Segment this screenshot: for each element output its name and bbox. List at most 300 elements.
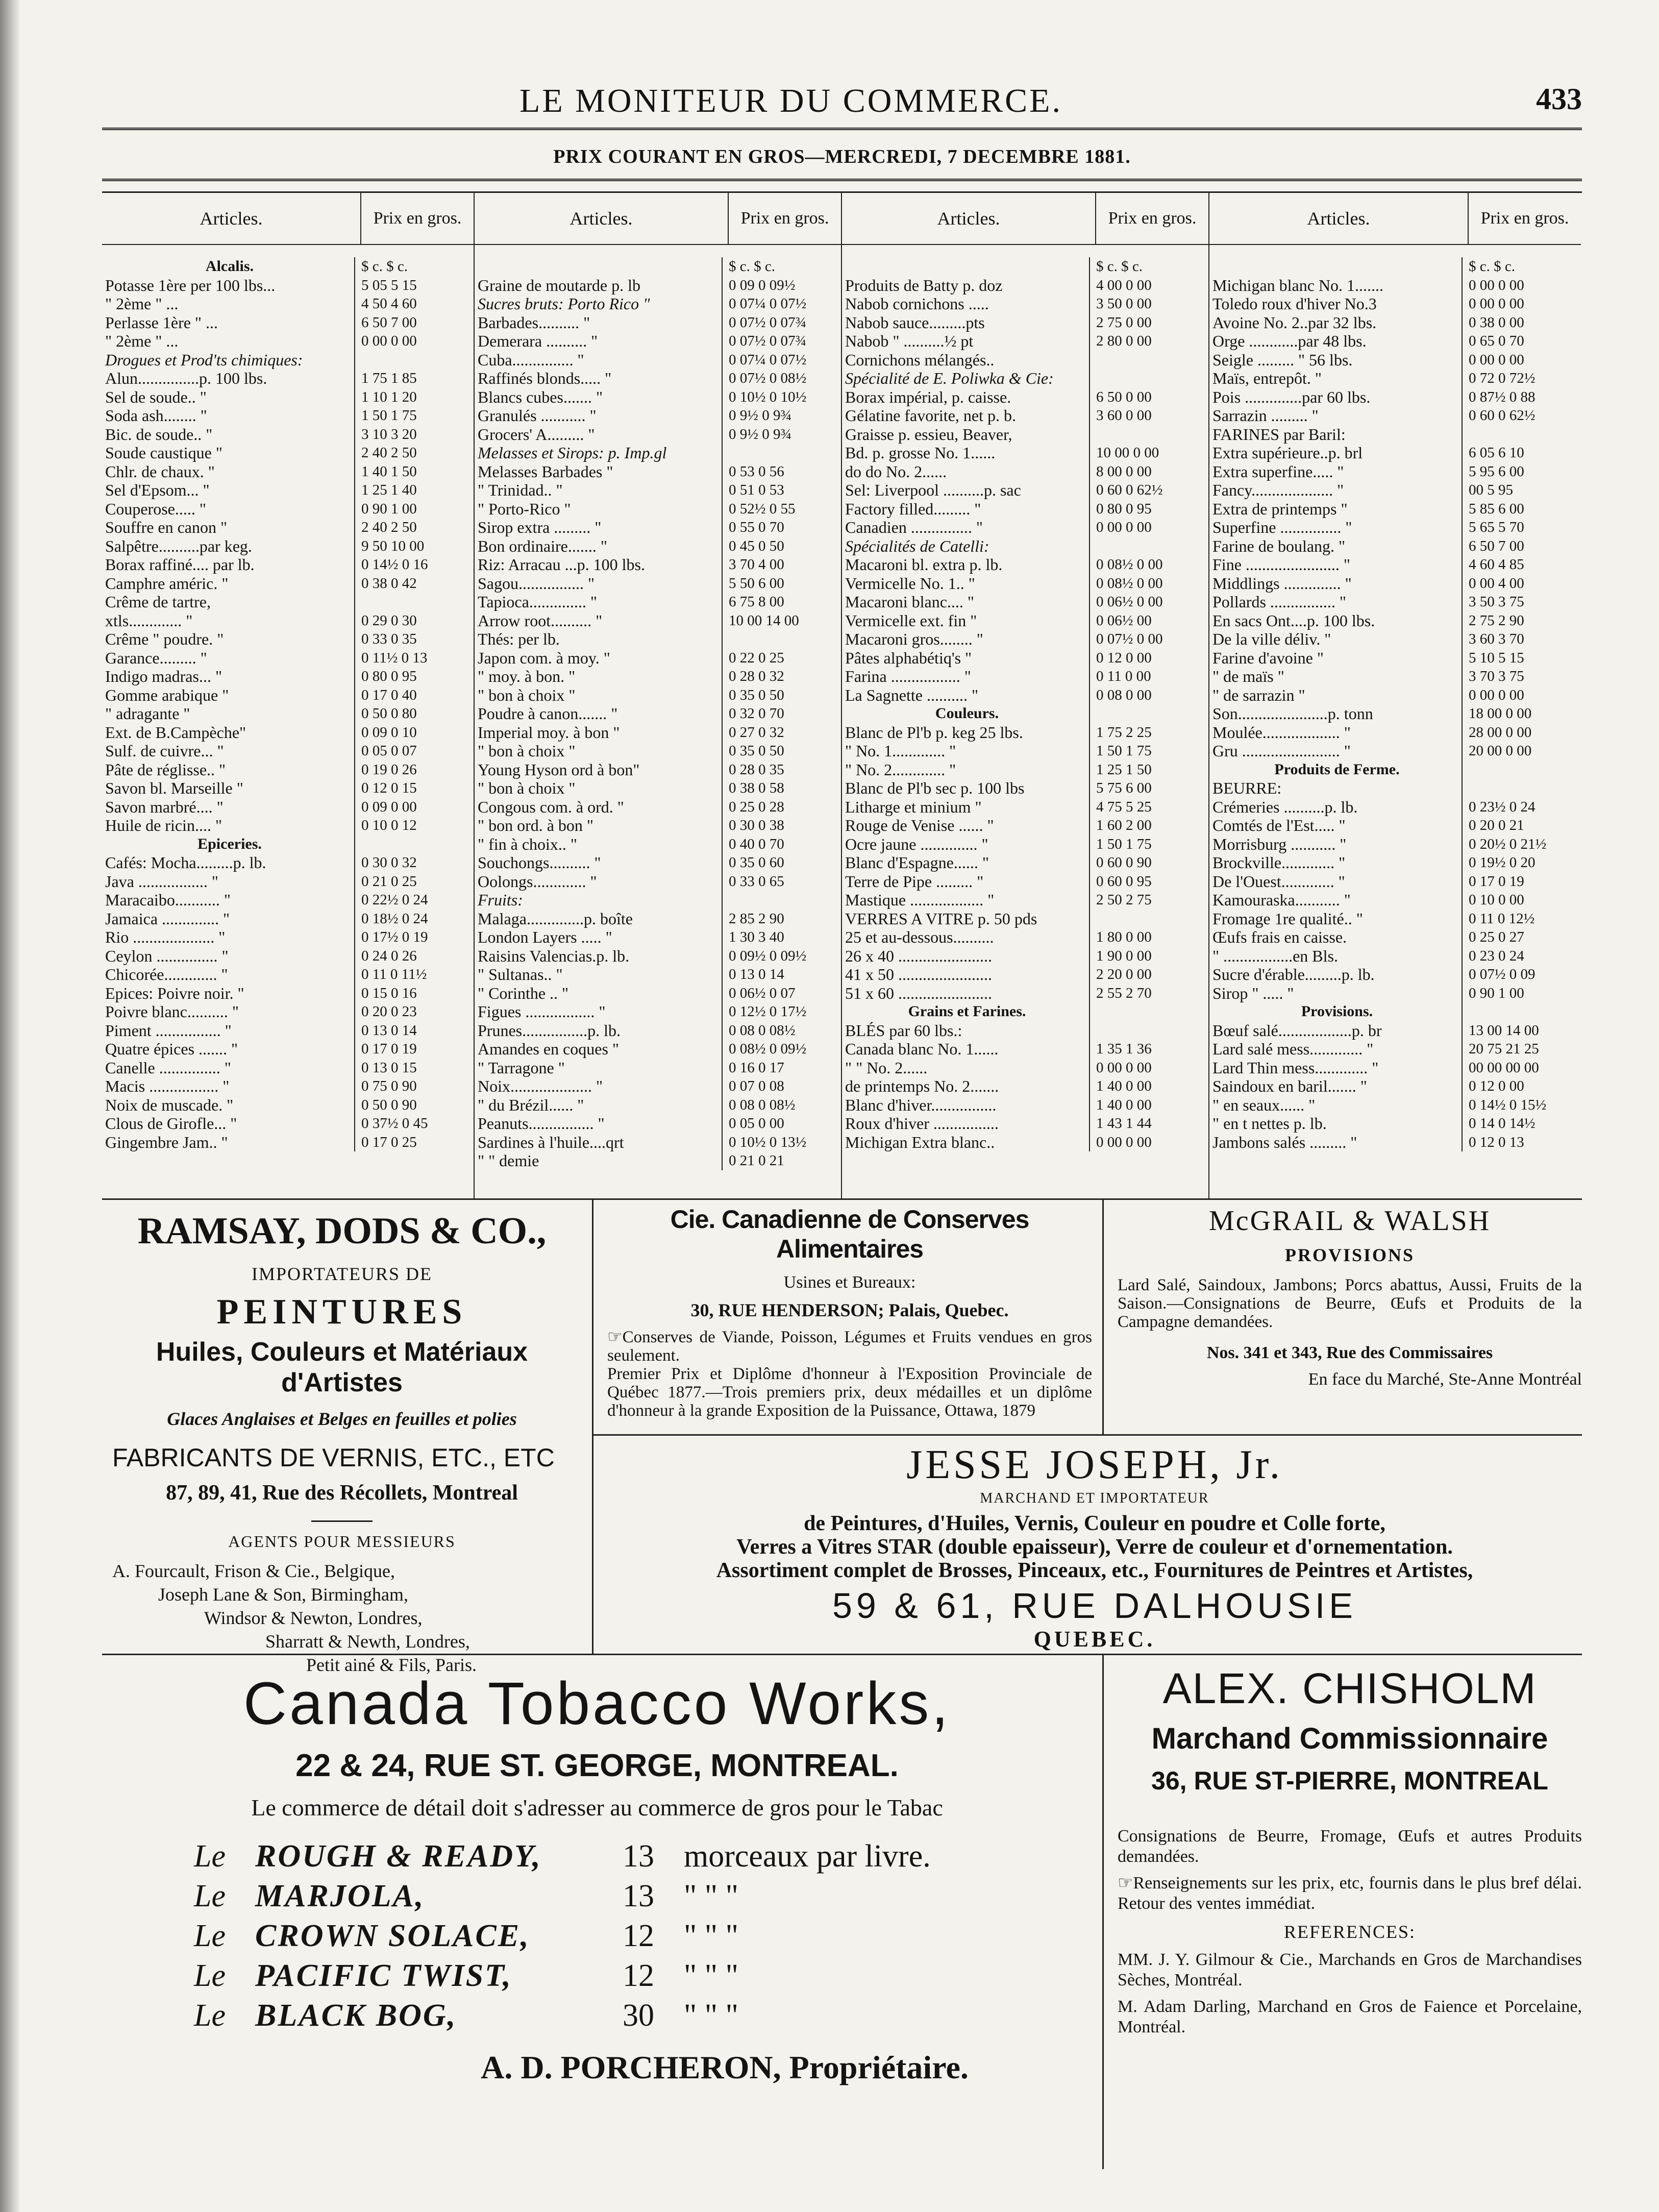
ramsay-rule: [311, 1520, 373, 1522]
price-row: [842, 574, 1208, 593]
article-name: 25 et au-dessous..........: [845, 928, 994, 946]
article-name: Chicorée............. ": [105, 965, 228, 984]
article-name: [1209, 257, 1462, 276]
article-price: 0 07½ 0 08½: [722, 369, 841, 388]
article-name: Seigle ......... " 56 lbs.: [1212, 350, 1353, 369]
price-row: [475, 257, 841, 276]
article-name: Raffinés blonds..... ": [478, 369, 612, 387]
ad-divider: [592, 1199, 593, 1654]
article-name: Extra de printemps ": [1212, 499, 1348, 518]
article-name: Ceylon ............... ": [105, 946, 229, 965]
article-name: Jamaica .............. ": [105, 909, 230, 928]
article-price: 5 50 6 00: [722, 574, 841, 593]
ad-mcgrail-walsh: [1118, 1205, 1582, 1429]
article-name: Potasse 1ère per 100 lbs...: [105, 276, 276, 294]
article-price: 0 17 0 25: [354, 1133, 474, 1152]
price-row: [1209, 686, 1581, 705]
price-row: [842, 816, 1208, 835]
price-row: [475, 500, 841, 519]
article-price: 9 50 10 00: [354, 537, 474, 556]
price-row: [102, 518, 474, 537]
price-row: [842, 276, 1208, 295]
article-price: 0 60 0 62½: [1089, 481, 1208, 500]
jesse-role: MARCHAND ET IMPORTATEUR: [980, 1490, 1209, 1506]
mcgrail-name: McGRAIL & WALSH: [1208, 1205, 1491, 1237]
article-price: 0 72 0 72½: [1462, 369, 1581, 388]
article-name: Cornichons mélangés..: [845, 350, 995, 369]
article-price: 0 38 0 42: [354, 574, 474, 593]
article-name: Oolongs............. ": [478, 872, 597, 891]
price-row: [102, 686, 474, 705]
price-row: [1209, 965, 1581, 984]
price-column-2: [475, 193, 842, 1198]
price-row: [102, 779, 474, 798]
price-row: [1209, 816, 1581, 835]
article-price: 0 60 0 95: [1089, 872, 1208, 891]
price-row: [475, 1002, 841, 1021]
article-price: 0 06½ 00: [1089, 611, 1208, 630]
article-name: Pâte de réglisse.. ": [105, 760, 226, 779]
section-heading: [842, 704, 1208, 723]
article-price: 0 90 1 00: [354, 500, 474, 519]
ad-alex-chisholm: [1118, 1664, 1582, 2164]
article-name: " de sarrazin ": [1212, 685, 1305, 704]
price-row: [102, 984, 474, 1003]
price-row: [475, 537, 841, 556]
price-row: [842, 1059, 1208, 1077]
article-name: Fromage 1re qualité.. ": [1212, 909, 1363, 928]
article-name: Piment ................ ": [105, 1021, 232, 1040]
article-price: 0 35 0 50: [722, 686, 841, 705]
article-price: 0 14½ 0 15½: [1462, 1096, 1581, 1115]
article-name: Sucre d'érable.........p. lb.: [1212, 965, 1375, 984]
tobacco-address: 22 & 24, RUE ST. GEORGE, MONTREAL.: [295, 1748, 899, 1783]
article-price: 0 23½ 0 24: [1462, 798, 1581, 817]
article-price: 0 22 0 25: [722, 649, 841, 668]
price-row: [1209, 276, 1581, 295]
article-name: Nabob " ..........½ pt: [845, 332, 974, 350]
article-price: 5 75 6 00: [1089, 779, 1208, 798]
article-name: Extra superfine..... ": [1212, 462, 1344, 481]
article-name: " moy. à bon. ": [478, 667, 576, 685]
brand-ct: 30: [623, 1998, 654, 2033]
brand-nm: MARJOLA,: [255, 1879, 425, 1913]
article-price: 0 07½ 0 09: [1462, 965, 1581, 984]
article-price: 13 00 14 00: [1462, 1021, 1581, 1040]
article-price: 0 37½ 0 45: [354, 1114, 474, 1133]
article-name: Alcalis.: [205, 258, 254, 275]
article-price: 6 50 7 00: [354, 313, 474, 332]
price-row: [842, 742, 1208, 760]
article-name: do do No. 2......: [845, 462, 947, 481]
article-name: Produits de Batty p. doz: [845, 276, 1003, 294]
article-name: Quatre épices ....... ": [105, 1040, 238, 1058]
article-name: Melasses Barbades ": [478, 462, 613, 481]
price-row: [842, 388, 1208, 407]
article-price: 0 9½ 0 9¾: [722, 406, 841, 425]
price-row: [842, 723, 1208, 742]
article-name: " en t nettes p. lb.: [1212, 1114, 1327, 1133]
article-name: BLÉS par 60 lbs.:: [845, 1021, 962, 1040]
article-name: Nabob cornichons .....: [845, 294, 989, 313]
price-row: [102, 1002, 474, 1021]
conserves-address: 30, RUE HENDERSON; Palais, Quebec.: [690, 1300, 1009, 1320]
price-row: [475, 1059, 841, 1077]
article-price: 1 75 1 85: [354, 369, 474, 388]
ad-canada-tobacco: [102, 1664, 1092, 2164]
brand-le: Le: [194, 1919, 226, 1953]
tobacco-brand-row: [194, 1836, 1092, 1876]
price-row: [102, 742, 474, 760]
article-name: Noix.................... ": [478, 1077, 603, 1095]
article-price: [1089, 704, 1208, 723]
price-row: [842, 369, 1208, 388]
article-price: 00 00 00 00: [1462, 1059, 1581, 1077]
price-row: [102, 481, 474, 500]
article-name: Barbades.......... ": [478, 313, 590, 332]
article-name: " No. 2............. ": [845, 760, 956, 779]
ad-divider: [592, 1434, 1582, 1436]
price-row: [842, 760, 1208, 779]
article-name: Congous com. à ord. ": [478, 797, 624, 816]
price-row: [842, 779, 1208, 798]
article-price: 0 50 0 90: [354, 1096, 474, 1115]
article-name: 51 x 60 .......................: [845, 984, 992, 1002]
article-price: 0 18½ 0 24: [354, 910, 474, 928]
price-row: [102, 928, 474, 947]
article-price: 3 50 0 00: [1089, 294, 1208, 313]
article-price: 0 07½ 0 07¾: [722, 332, 841, 351]
article-name: Soda ash........ ": [105, 406, 207, 425]
article-name: Vermicelle No. 1.. ": [845, 574, 975, 593]
tobacco-brand-list: [194, 1836, 1092, 2035]
article-name: Spécialité de E. Poliwka & Cie:: [845, 369, 1054, 387]
article-name: Rio .................... ": [105, 928, 226, 946]
article-price: [354, 351, 474, 370]
article-name: 41 x 50 .......................: [845, 965, 992, 984]
article-name: En sacs Ont....p. 100 lbs.: [1212, 611, 1375, 630]
article-name: " bon ord. à bon ": [478, 816, 593, 834]
article-name: Brockville............. ": [1212, 853, 1346, 872]
article-price: 0 33 0 35: [354, 630, 474, 649]
article-name: Blancs cubes....... ": [478, 387, 603, 406]
price-row: [1209, 1040, 1581, 1059]
price-row: [475, 574, 841, 593]
article-name: Avoine No. 2..par 32 lbs.: [1212, 313, 1377, 332]
article-name: Sirop " ..... ": [1212, 984, 1294, 1002]
price-row: [842, 425, 1208, 444]
price-row: [475, 891, 841, 910]
brand-ct: 12: [623, 1958, 654, 1993]
running-title: LE MONITEUR DU COMMERCE.: [519, 82, 1062, 119]
article-name: Drogues et Prod'ts chimiques:: [105, 350, 303, 369]
article-name: " bon à choix ": [478, 685, 576, 704]
article-name: Demerara .......... ": [478, 332, 598, 350]
article-name: Tapioca.............. ": [478, 593, 597, 611]
price-row: [842, 1040, 1208, 1059]
price-row: [102, 1021, 474, 1040]
article-name: Arrow root.......... ": [478, 611, 603, 630]
article-name: Produits de Ferme.: [1274, 760, 1400, 778]
price-row: [842, 891, 1208, 910]
article-name: " Sultanas.. ": [478, 965, 563, 984]
article-name: Moulée................... ": [1212, 723, 1351, 742]
article-price: $ c. $ c.: [722, 257, 841, 276]
price-row: [102, 965, 474, 984]
article-price: 0 75 0 90: [354, 1077, 474, 1096]
article-name: Crême de tartre,: [105, 593, 211, 611]
price-row: [102, 630, 474, 649]
article-name: Couperose..... ": [105, 499, 206, 518]
ramsay-fabricants: FABRICANTS DE VERNIS, ETC., ETC: [112, 1443, 555, 1472]
agent-3: Windsor & Newton, Londres,: [204, 1608, 423, 1628]
ad-ramsay-dods: [102, 1205, 582, 1675]
article-price: [1089, 1021, 1208, 1040]
price-row: [842, 667, 1208, 686]
article-price: 28 00 0 00: [1462, 723, 1581, 742]
price-row: [475, 444, 841, 462]
article-name: Nabob sauce.........pts: [845, 313, 985, 332]
article-price: 3 60 0 00: [1089, 406, 1208, 425]
article-price: 0 10 0 00: [1462, 891, 1581, 910]
article-name: Grocers' A......... ": [478, 425, 595, 444]
price-row: [102, 1133, 474, 1152]
brand-le: Le: [194, 1839, 226, 1874]
article-price: 0 09½ 0 09½: [722, 947, 841, 966]
jesse-name: JESSE JOSEPH, Jr.: [906, 1442, 1283, 1487]
brand-nm: CROWN SOLACE,: [255, 1919, 530, 1953]
price-row: [475, 965, 841, 984]
column-header: [475, 193, 841, 245]
article-name: BEURRE:: [1212, 779, 1282, 797]
article-price: 20 75 21 25: [1462, 1040, 1581, 1059]
article-price: 0 12½ 0 17½: [722, 1002, 841, 1021]
brand-rest: " " ": [684, 1998, 738, 2033]
price-row: [1209, 462, 1581, 481]
newspaper-page: [102, 77, 1582, 2169]
article-price: 0 00 0 00: [1462, 294, 1581, 313]
price-row: [475, 760, 841, 779]
article-name: de printemps No. 2.......: [845, 1077, 999, 1095]
article-price: 0 28 0 35: [722, 760, 841, 779]
article-price: 2 75 0 00: [1089, 313, 1208, 332]
column-header: [1209, 193, 1581, 245]
article-name: Thés: per lb.: [478, 630, 560, 648]
article-name: Rouge de Venise ...... ": [845, 816, 994, 834]
article-name: [842, 257, 1089, 276]
article-price: [1089, 910, 1208, 928]
article-price: [1462, 760, 1581, 779]
article-name: Souffre en canon ": [105, 518, 228, 536]
article-price: 0 27 0 32: [722, 723, 841, 742]
article-name: " en seaux...... ": [1212, 1095, 1316, 1114]
price-row: [475, 816, 841, 835]
article-name: Blanc de Pl'b p. keg 25 lbs.: [845, 723, 1023, 742]
tobacco-brand-row: [194, 1956, 1092, 1996]
price-row: [475, 611, 841, 630]
article-price: [1462, 779, 1581, 798]
article-price: 1 40 1 50: [354, 462, 474, 481]
jesse-line-1: de Peintures, d'Huiles, Vernis, Couleur en poudre et Colle forte,: [804, 1512, 1385, 1535]
price-row: [1209, 518, 1581, 537]
article-name: Saindoux en baril....... ": [1212, 1077, 1367, 1095]
price-row: [102, 649, 474, 668]
mcgrail-provisions: PROVISIONS: [1284, 1245, 1415, 1265]
article-name: Alun...............p. 100 lbs.: [105, 369, 267, 387]
article-price: 0 12 0 13: [1462, 1133, 1581, 1152]
price-row: [1209, 704, 1581, 723]
article-price: 0 45 0 50: [722, 537, 841, 556]
article-name: De l'Ouest............. ": [1212, 872, 1345, 891]
jesse-line-2: Verres a Vitres STAR (double epaisseur), Verre de couleur et d'ornementation.: [736, 1535, 1453, 1559]
price-row: [842, 444, 1208, 462]
article-price: 5 65 5 70: [1462, 518, 1581, 537]
price-row: [1209, 500, 1581, 519]
price-row: [102, 425, 474, 444]
price-row: [842, 537, 1208, 556]
chisholm-address: 36, RUE ST-PIERRE, MONTREAL: [1151, 1766, 1548, 1795]
article-name: " Corinthe .. ": [478, 984, 569, 1002]
article-name: " Porto-Rico ": [478, 499, 571, 518]
price-row: [842, 313, 1208, 332]
price-row: [1209, 910, 1581, 928]
price-row: [475, 742, 841, 760]
article-price: 0 20 0 23: [354, 1002, 474, 1021]
article-price: 6 75 8 00: [722, 593, 841, 611]
article-name: Peanuts................ ": [478, 1114, 605, 1133]
price-column-4: [1209, 193, 1581, 1198]
article-name: Imperial moy. à bon ": [478, 723, 620, 742]
article-name: De la ville déliv. ": [1212, 630, 1331, 648]
price-row: [475, 1096, 841, 1115]
brand-rest: " " ": [684, 1879, 738, 1913]
price-row: [475, 276, 841, 295]
article-price: [722, 444, 841, 462]
article-name: " bon à choix ": [478, 779, 576, 797]
price-row: [102, 853, 474, 872]
article-name: Toledo roux d'hiver No.3: [1212, 294, 1377, 313]
article-price: 1 25 1 50: [1089, 760, 1208, 779]
article-name: Sulf. de cuivre... ": [105, 742, 224, 760]
article-name: Souchongs.......... ": [478, 853, 601, 872]
article-name: Sel: Liverpool ..........p. sac: [845, 481, 1021, 499]
article-price: [1089, 1002, 1208, 1021]
price-row: [1209, 798, 1581, 817]
article-price: 1 35 1 36: [1089, 1040, 1208, 1059]
article-price: 0 11 0 00: [1089, 667, 1208, 686]
article-name: Poudre à canon....... ": [478, 704, 618, 723]
article-price: 0 13 0 15: [354, 1059, 474, 1077]
article-name: Farina ................. ": [845, 667, 971, 685]
price-row: [475, 686, 841, 705]
article-price: 0 08 0 00: [1089, 686, 1208, 705]
agent-4: Sharratt & Newth, Londres,: [265, 1631, 470, 1652]
conserves-text-1: ☞Conserves de Viande, Poisson, Légumes et Fruits vendues en gros seulement.: [607, 1328, 1092, 1365]
price-row: [475, 462, 841, 481]
article-price: 0 32 0 70: [722, 704, 841, 723]
article-name: Grains et Farines.: [908, 1003, 1026, 1020]
article-name: Camphre améric. ": [105, 574, 229, 593]
price-row: [102, 462, 474, 481]
article-price: 0 00 4 00: [1462, 574, 1581, 593]
article-price: 4 75 5 25: [1089, 798, 1208, 817]
article-price: [1462, 1002, 1581, 1021]
price-row: [475, 388, 841, 407]
price-row: [102, 332, 474, 351]
article-price: 0 11 0 11½: [354, 965, 474, 984]
chisholm-text-2: ☞Renseignements sur les prix, etc, fournis dans le plus bref délai. Retour des ventes immédiat.: [1118, 1874, 1582, 1913]
price-row: [842, 294, 1208, 313]
article-price: 0 17½ 0 19: [354, 928, 474, 947]
articles-header: Articles.: [937, 208, 1000, 229]
article-name: Sagou................ ": [478, 574, 595, 593]
article-price: 1 80 0 00: [1089, 928, 1208, 947]
ramsay-huiles: Huiles, Couleurs et Matériaux d'Artistes: [156, 1337, 528, 1397]
price-row: [475, 798, 841, 817]
brand-le: Le: [194, 1998, 226, 2033]
price-row: [1209, 947, 1581, 966]
article-price: 0 80 0 95: [354, 667, 474, 686]
article-price: 0 87½ 0 88: [1462, 388, 1581, 407]
price-row: [475, 779, 841, 798]
article-price: [354, 835, 474, 854]
mcgrail-text: Lard Salé, Saindoux, Jambons; Porcs abattus, Aussi, Fruits de la Saison.—Consignations de Beurre, Œufs et Produits de la Campagne demandées.: [1118, 1276, 1582, 1331]
article-price: 0 11 0 12½: [1462, 910, 1581, 928]
agent-2: Joseph Lane & Son, Birmingham,: [158, 1584, 408, 1605]
price-row: [1209, 481, 1581, 500]
article-name: Epices: Poivre noir. ": [105, 984, 244, 1002]
price-row: [842, 686, 1208, 705]
article-price: 0 09 0 09½: [722, 276, 841, 295]
ramsay-glaces: Glaces Anglaises et Belges en feuilles et polies: [167, 1409, 517, 1429]
article-price: 0 08½ 0 00: [1089, 574, 1208, 593]
article-name: Pâtes alphabétiq's ": [845, 648, 972, 667]
article-name: " " No. 2......: [845, 1058, 928, 1077]
article-name: Ext. de B.Campèche": [105, 723, 246, 742]
price-row: [1209, 593, 1581, 611]
price-row: [102, 555, 474, 574]
ramsay-importers: IMPORTATEURS DE: [252, 1264, 432, 1284]
articles-header: Articles.: [200, 208, 263, 229]
price-row: [1209, 1114, 1581, 1133]
agent-5: Petit ainé & Fils, Paris.: [306, 1655, 477, 1675]
article-price: 0 35 0 60: [722, 853, 841, 872]
article-name: Soude caustique ": [105, 444, 222, 462]
conserves-name: Cie. Canadienne de Conserves Alimentaires: [670, 1205, 1029, 1263]
article-name: Blanc de Pl'b sec p. 100 lbs: [845, 779, 1025, 797]
price-row: [102, 872, 474, 891]
article-name: Blanc d'hiver................: [845, 1095, 997, 1114]
article-name: Roux d'hiver ................: [845, 1114, 999, 1133]
article-price: 0 55 0 70: [722, 518, 841, 537]
article-name: Pois ..............par 60 lbs.: [1212, 387, 1371, 406]
price-row: [1209, 406, 1581, 425]
article-name: Savon marbré.... ": [105, 797, 224, 816]
article-price: 0 00 0 00: [1089, 1133, 1208, 1152]
article-name: Young Hyson ord à bon": [478, 760, 640, 779]
price-row: [102, 1059, 474, 1077]
article-name: London Layers ..... ": [478, 928, 612, 946]
price-row: [1209, 611, 1581, 630]
chisholm-ref-1: MM. J. Y. Gilmour & Cie., Marchands en Gros de Marchandises Sèches, Montréal.: [1118, 1950, 1582, 1989]
price-row: [475, 425, 841, 444]
article-price: 0 07¼ 0 07½: [722, 294, 841, 313]
article-name: Middlings .............. ": [1212, 574, 1352, 593]
article-name: Comtés de l'Est..... ": [1212, 816, 1346, 834]
mcgrail-address: Nos. 341 et 343, Rue des Commissaires: [1206, 1343, 1493, 1362]
article-name: Bœuf salé..................p. br: [1212, 1021, 1382, 1040]
price-row: [475, 1040, 841, 1059]
